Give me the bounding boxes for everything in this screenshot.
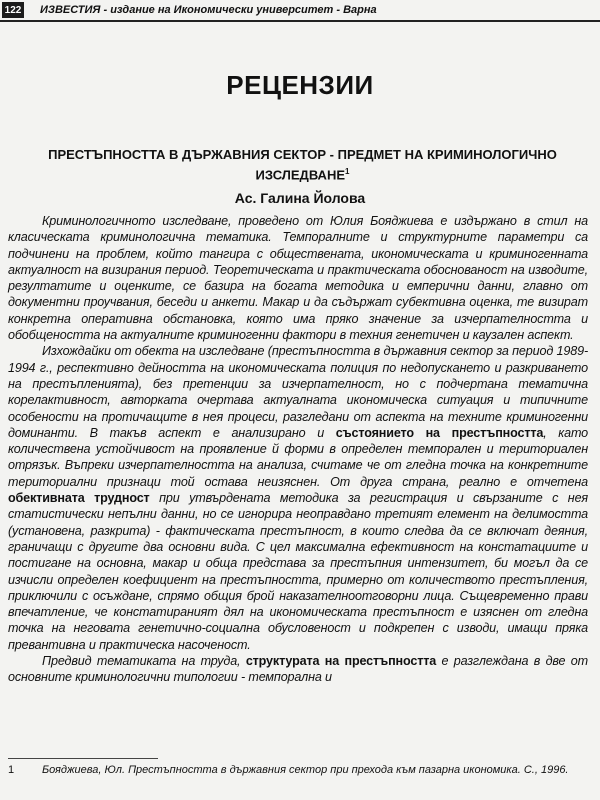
paragraph	[8, 653, 588, 686]
text-run: Изхождайки от обекта на изследване (престъпността в държавния сектор за период 1989-1994 г., респективно дейността на икономическата полиция по недопускането и разкриването на престъпленията), без претенции за изчерпателност, но с подчертана тематична корелактивност, авторката очертава актуалната икономическа ситуация и типичните особености на протичащите в нея процеси, разгледани от аспекта на техните криминогенни доминанти. В такъв аспект е анализирано и	[8, 344, 588, 440]
author-name: Ас. Галина Йолова	[234, 190, 366, 206]
paragraph	[8, 343, 588, 653]
article-title-text: ПРЕСТЪПНОСТТА В ДЪРЖАВНИЯ СЕКТОР - ПРЕДМЕТ НА КРИМИНОЛОГИЧНО ИЗСЛЕДВАНЕ	[48, 147, 557, 183]
footnote-rule	[8, 758, 158, 759]
text-run: е разглеждана в две от основните криминологични типологии - темпорална и	[8, 654, 588, 685]
paragraph: Криминологичното изследване, проведено от Юлия Бояджиева е издържано в стил на класическата криминологична тематика. Темпоралните и структурните параметри са подчинени на проблем, който тангира с обществената, икономическата и криминогенната актуалност на визирания период. Теоретическата и практическата обоснованост на изводите, резултатите и оценките, се базира на богата методика и емперични данни, главно от документни проучвания, беседи и анкети. Макар и да съдържат субективна оценка, те визират конкретна оперативна обстановка, която има пряко значение за изчерпателността и обобщеността на актуалните криминогенни фактори в техния генетичен и каузален аспект.	[8, 214, 588, 343]
article-body	[8, 213, 588, 686]
text-run: при утвърдената методика за регистрация и свързаните с нея статистически непълни данни, но се игнорира неоправдано третият елемент на делимостта (установена, разкрита) - фактическата престъпност, в които следва да се включат деяния, граничащи с другите два основни вида. С цел максимална ефективност на констатациите и постигане на основна, макар и обща представа за престъпния интензитет, би могъл да се изчисли определен коефициент на престъпността, примерно от количеството престъпления, приключили с осъждане, спрямо общия брой наказателноотговорни лица. Същевременно прави впечатление, че констатираният дял на икономическата престъпност е изяснен от гледна точка на неговата генетично-социална обусловеност и подкрепен с изводи, имащи пряка превантивна и практическа насоченост.	[8, 491, 588, 652]
footnote-text: Бояджиева, Юл. Престъпността в държавния сектор при прехода към пазарна икономика. С., 1996.	[42, 764, 569, 776]
text-run: , като количествена устойчивост на проявление й форми в определен темпорален и териториален отрязък. Въпреки изчерпателността на анализа, считаме че от гледна точка на конкретните териториални признаци той остава неизяснен. От друга страна, реално е отчетена	[8, 425, 589, 489]
header-rule	[0, 20, 600, 22]
running-header	[0, 0, 600, 20]
footnote-mark: 1	[345, 167, 350, 176]
page-number: 122	[2, 2, 24, 18]
footnote-number: 1	[8, 764, 15, 776]
bold-term: структурата на престъпността	[245, 654, 437, 669]
article-title	[15, 146, 590, 183]
footnote	[8, 763, 588, 777]
text-run: Предвид тематиката на труда,	[42, 654, 246, 669]
bold-term: обективната трудност	[8, 491, 150, 506]
bold-term: състоянието на престъпността	[335, 425, 544, 440]
journal-title: ИЗВЕСТИЯ - издание на Икономически университет - Варна	[40, 4, 377, 16]
section-title: РЕЦЕНЗИИ	[226, 70, 374, 100]
